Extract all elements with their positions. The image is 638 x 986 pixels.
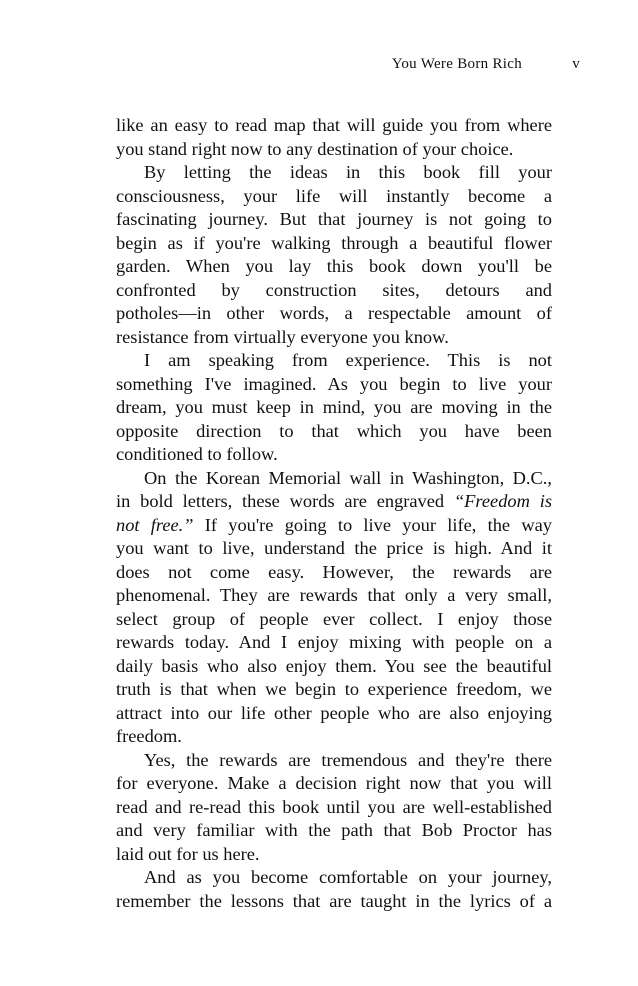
running-title: You Were Born Rich	[391, 56, 522, 72]
text-line: laid out for us here.	[116, 843, 260, 864]
text-line: By letting the ideas in this book fill your	[144, 162, 552, 182]
paragraph	[116, 161, 552, 349]
paragraph	[116, 749, 552, 867]
text-line: you want to live, understand the price is high. And it	[116, 538, 552, 558]
paragraph	[116, 114, 552, 161]
paragraph	[116, 866, 552, 913]
text-line: resistance from virtually everyone you know.	[116, 326, 449, 347]
text-line: fascinating journey. But that journey is not going to	[116, 209, 552, 229]
text-line: does not come easy. However, the rewards are	[116, 561, 552, 582]
running-head	[0, 56, 638, 78]
text-line: attract into our life other people who are also enjoying	[116, 702, 552, 723]
text-line: daily basis who also enjoy them. You see the beautiful	[116, 655, 552, 676]
text-line: potholes—in other words, a respectable amount of	[116, 303, 552, 323]
text-line: conditioned to follow.	[116, 444, 278, 464]
text-line: rewards today. And I enjoy mixing with people on a	[116, 632, 552, 652]
text-line: and very familiar with the path that Bob Proctor has	[116, 820, 552, 840]
text-line: I am speaking from experience. This is not	[144, 350, 552, 370]
text-line: like an easy to read map that will guide you from where	[116, 115, 552, 135]
text-line: you stand right now to any destination of your choice.	[116, 138, 514, 159]
text-line: And as you become comfortable on your journey,	[144, 867, 552, 887]
text-line: phenomenal. They are rewards that only a very small,	[116, 585, 552, 605]
text-line: freedom.	[116, 726, 182, 746]
quote-text: “Freedom is	[453, 491, 552, 511]
text-line: dream, you must keep in mind, you are moving in the	[116, 397, 552, 417]
text-line: select group of people ever collect. I enjoy those	[116, 608, 552, 629]
text-line	[116, 514, 552, 538]
text-line: confronted by construction sites, detours and	[116, 279, 552, 300]
text-segment: If you're going to live your life, the way	[204, 514, 552, 535]
text-line: On the Korean Memorial wall in Washington, D.C.,	[144, 467, 552, 488]
paragraph	[116, 349, 552, 467]
paragraph	[116, 467, 552, 749]
text-line: begin as if you're walking through a beautiful flower	[116, 232, 552, 253]
text-line: remember the lessons that are taught in the lyrics of a	[116, 890, 552, 911]
text-line: garden. When you lay this book down you'll be	[116, 256, 552, 276]
text-line: for everyone. Make a decision right now that you will	[116, 773, 552, 793]
quote-text: not free.”	[116, 514, 194, 535]
text-line: read and re-read this book until you are well-established	[116, 796, 552, 817]
body-text	[116, 114, 552, 913]
text-line: consciousness, your life will instantly become a	[116, 185, 552, 206]
text-line: truth is that when we begin to experience freedom, we	[116, 679, 552, 699]
text-line: Yes, the rewards are tremendous and they're there	[144, 749, 552, 770]
text-line: something I've imagined. As you begin to live your	[116, 373, 552, 394]
text-segment: in bold letters, these words are engraved	[116, 491, 445, 511]
text-line: opposite direction to that which you have been	[116, 420, 552, 441]
text-line	[116, 490, 552, 514]
page-number: v	[572, 56, 580, 72]
